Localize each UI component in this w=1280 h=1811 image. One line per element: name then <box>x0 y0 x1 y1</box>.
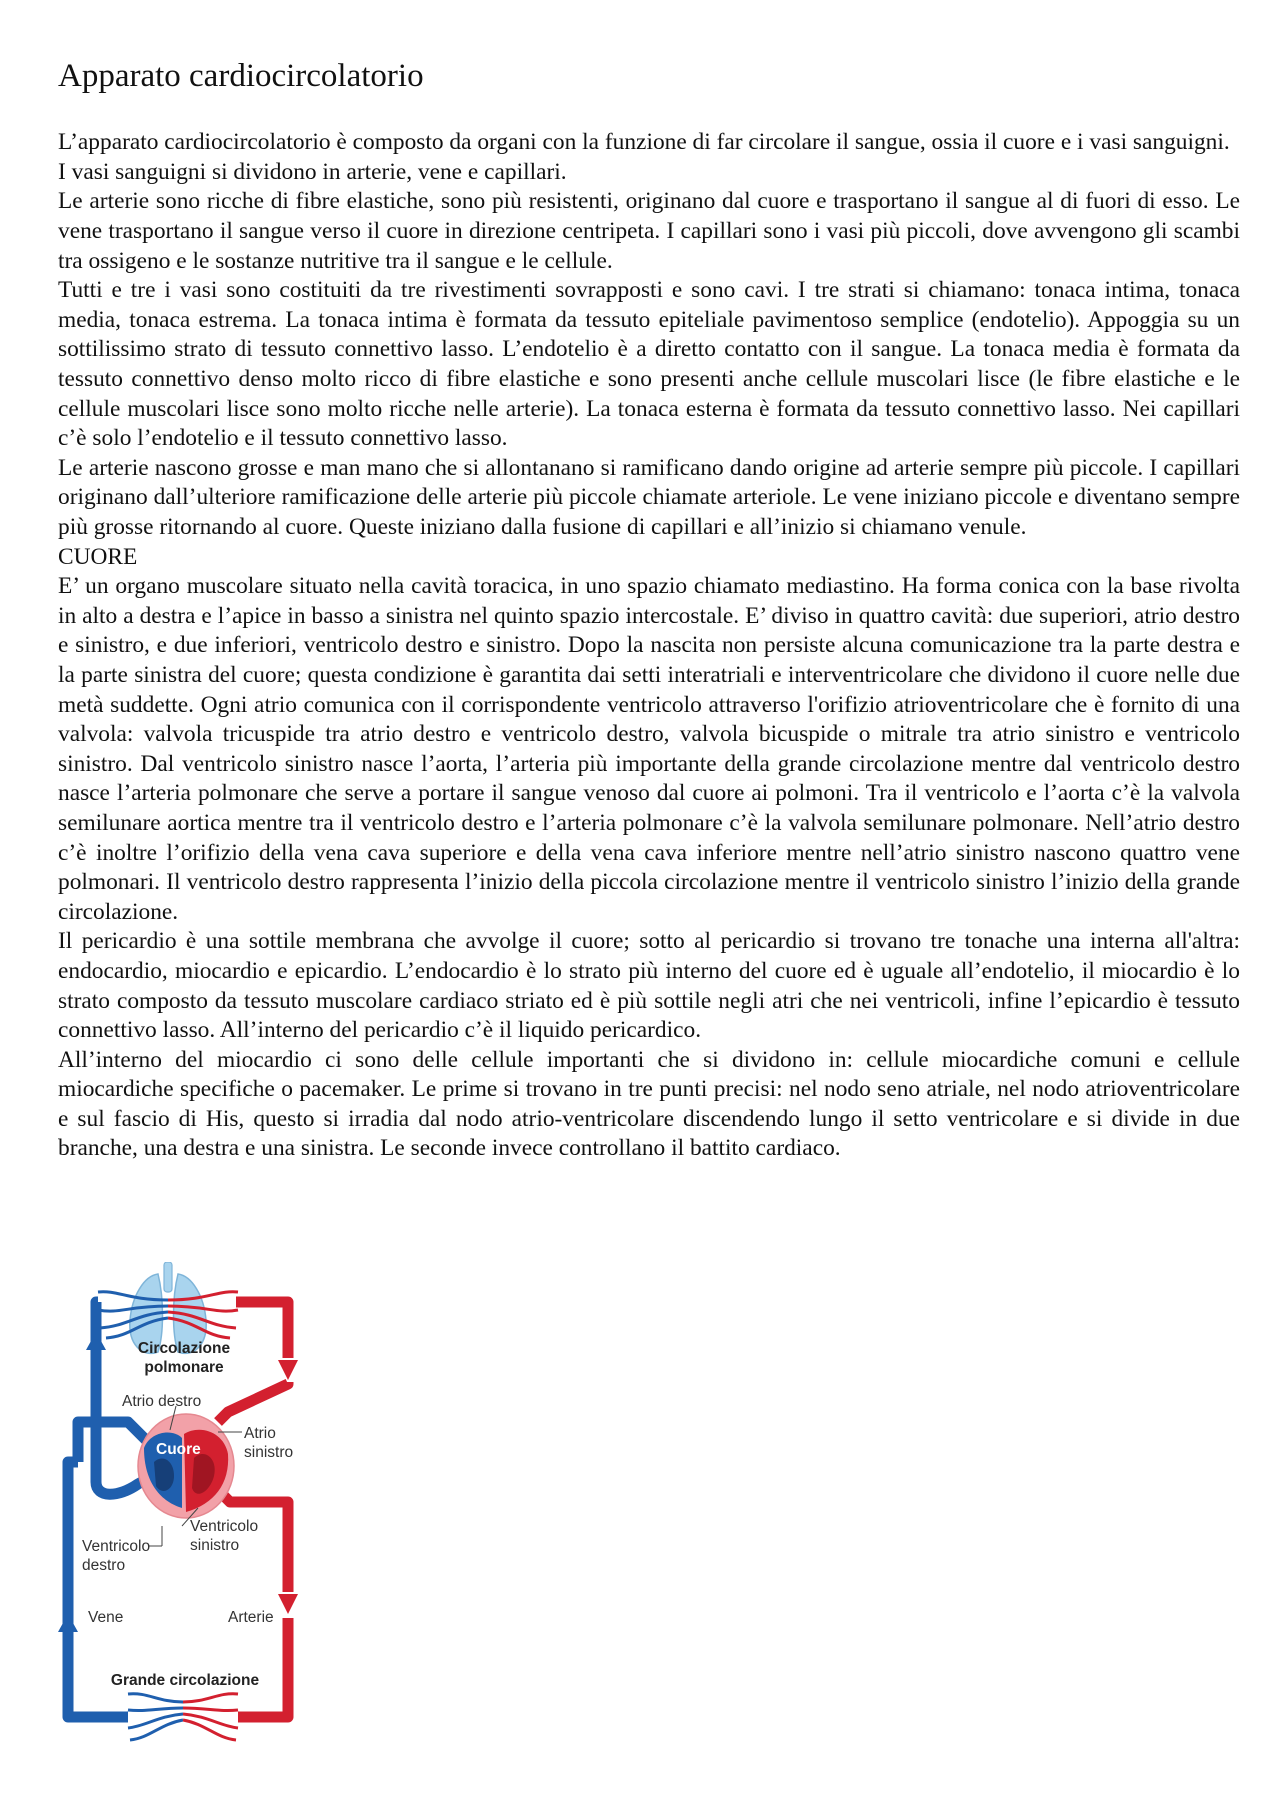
label-line: sinistro <box>190 1537 240 1554</box>
label-line: destro <box>82 1557 126 1574</box>
paragraph: E’ un organo muscolare situato nella cavità toracica, in uno spazio chiamato mediastino. Ha forma conica con la base rivolta in alto a destra e l’apice in basso a sinistra nel quinto spazio intercostale. E’ diviso in quattro cavità: due superiori, atrio destro e sinistro, e due inferiori, ventricolo destro e sinistro. Dopo la nascita non persiste alcuna comunicazione tra la parte destra e la parte sinistra del cuore; questa condizione è garantita dai setti interatriali e interventricolare che dividono il cuore nelle due metà suddette. Ogni atrio comunica con il corrispondente ventricolo attraverso l'orifizio atrioventricolare che è fornito di una valvola: valvola tricuspide tra atrio destro e ventricolo destro, valvola bicuspide o mitrale tra atrio sinistro e ventricolo sinistro. Dal ventricolo sinistro nasce l’aorta, l’arteria più importante della grande circolazione mentre dal ventricolo destro nasce l’arteria polmonare che serve a portare il sangue venoso dal cuore ai polmoni. Tra il ventricolo e l’aorta c’è la valvola semilunare aortica mentre tra il ventricolo destro e l’arteria polmonare c’è la valvola semilunare polmonare. Nell’atrio destro c’è inoltre l’orifizio della vena cava superiore e della vena cava inferiore mentre nell’atrio sinistro nascono quattro vene polmonari. Il ventricolo destro rappresenta l’inizio della piccola circolazione mentre il ventricolo sinistro l’inizio della grande circolazione. <box>58 573 1240 925</box>
label-veins: Vene <box>88 1609 124 1626</box>
arrow-down-icon <box>278 1360 298 1380</box>
label-left-ventricle <box>190 1517 258 1555</box>
label-pulmonary-circulation <box>136 1339 232 1377</box>
label-line: sinistro <box>244 1444 294 1461</box>
arrow-up-icon <box>86 1332 106 1350</box>
paragraph: I vasi sanguigni si dividono in arterie, vene e capillari. <box>58 158 567 185</box>
section-heading-cuore: CUORE <box>58 543 138 570</box>
label-right-atrium: Atrio destro <box>122 1393 202 1410</box>
document-title: Apparato cardiocircolatorio <box>58 58 424 94</box>
arrow-down-icon <box>278 1594 298 1614</box>
arrow-up-icon <box>58 1614 78 1632</box>
circulation-diagram <box>58 1262 312 1762</box>
paragraph: Le arterie nascono grosse e man mano che si allontanano si ramificano dando origine ad arterie sempre più piccole. I capillari originano dall’ulteriore ramificazione delle arterie più piccole chiamate arteriole. Le vene iniziano piccole e diventano sempre più grosse ritornando al cuore. Queste iniziano dalla fusione di capillari e all’inizio si chiamano venule. <box>58 454 1240 541</box>
heart-icon <box>138 1414 234 1518</box>
paragraph: Tutti e tre i vasi sono costituiti da tre rivestimenti sovrapposti e sono cavi. I tre strati si chiamano: tonaca intima, tonaca media, tonaca estrema. La tonaca intima è formata da tessuto epiteliale pavimentoso semplice (endotelio). Appoggia su un sottilissimo strato di tessuto connettivo lasso. L’endotelio è a diretto contatto con il sangue. La tonaca media è formata da tessuto connettivo denso molto ricco di fibre elastiche e sono presenti anche cellule muscolari lisce (le fibre elastiche e le cellule muscolari lisce sono molto ricche nelle arterie). La tonaca esterna è formata da tessuto connettivo lasso. Nei capillari c’è solo l’endotelio e il tessuto connettivo lasso. <box>58 277 1240 452</box>
paragraph: Le arterie sono ricche di fibre elastiche, sono più resistenti, originano dal cuore e trasportano il sangue al di fuori di esso. Le vene trasportano il sangue verso il cuore in direzione centripeta. I capillari sono i vasi più piccoli, dove avvengono gli scambi tra ossigeno e le sostanze nutritive tra il sangue e le cellule. <box>58 188 1240 274</box>
paragraph: All’interno del miocardio ci sono delle cellule importanti che si dividono in: cellule miocardiche comuni e cellule miocardiche specifiche o pacemaker. Le prime si trovano in tre punti precisi: nel nodo seno atriale, nel nodo atrioventricolare e sul fascio di His, questo si irradia dal nodo atrio-ventricolare discendendo lungo il setto ventricolare e si divide in due branche, una destra e una sinistra. Le seconde invece controllano il battito cardiaco. <box>58 1046 1240 1162</box>
label-right-ventricle <box>82 1537 150 1575</box>
label-line: Circolazione <box>137 1340 231 1357</box>
document-page <box>58 58 1240 1164</box>
label-arteries: Arterie <box>228 1609 274 1626</box>
label-line: polmonare <box>144 1359 224 1376</box>
paragraph: L’apparato cardiocircolatorio è composto da organi con la funzione di far circolare il sangue, ossia il cuore e i vasi sanguigni. <box>58 129 1230 156</box>
label-systemic-circulation: Grande circolazione <box>110 1672 260 1689</box>
systemic-capillaries <box>128 1694 238 1740</box>
label-line: Atrio <box>244 1425 276 1442</box>
label-left-atrium <box>244 1424 293 1462</box>
document-body <box>58 128 1240 1164</box>
label-line: Ventricolo <box>82 1538 151 1555</box>
paragraph: Il pericardio è una sottile membrana che avvolge il cuore; sotto al pericardio si trovano tre tonache una interna all'altra: endocardio, miocardio e epicardio. L’endocardio è lo strato più interno del cuore ed è uguale all’endotelio, il miocardio è lo strato composto da tessuto muscolare cardiaco striato ed è più sottile negli atri che nei ventricoli, infine l’epicardio è tessuto connettivo lasso. All’interno del pericardio c’è il liquido pericardico. <box>58 928 1240 1044</box>
label-line: Ventricolo <box>190 1518 259 1535</box>
label-heart: Cuore <box>156 1441 201 1458</box>
pulmonary-capillaries <box>98 1292 238 1338</box>
